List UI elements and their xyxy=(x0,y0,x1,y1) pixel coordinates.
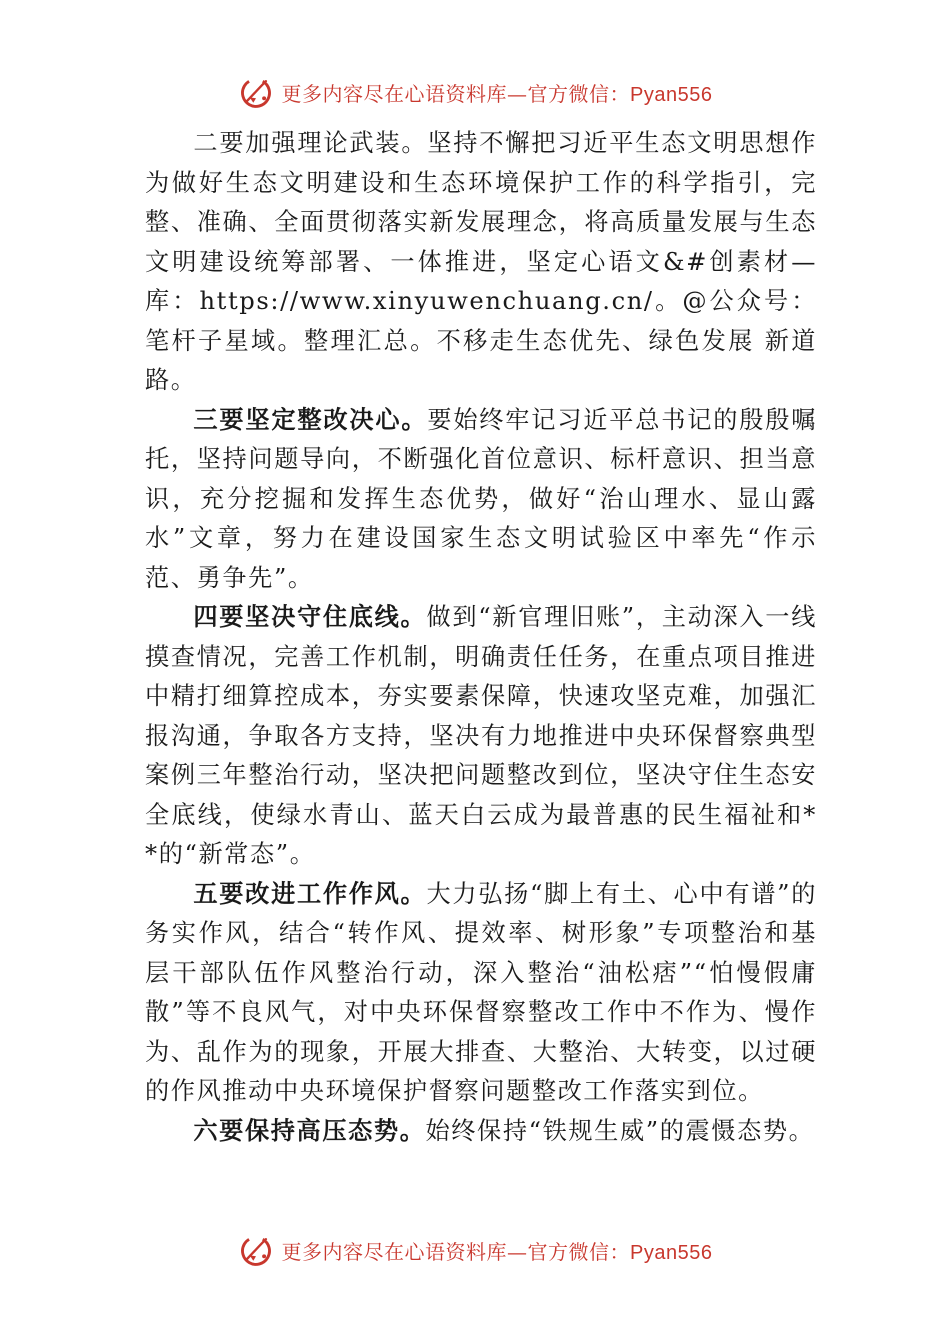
footer-banner xyxy=(0,1228,950,1272)
banner-title: 更多内容尽在心语资料库 xyxy=(281,1239,508,1264)
document-body xyxy=(145,124,817,1151)
banner-text xyxy=(282,1236,713,1265)
paragraph-2 xyxy=(145,124,817,401)
paragraph-text: 做到“新官理旧账”，主动深入一线摸查情况，完善工作机制，明确责任任务，在重点项目推进中精打细算控成本，夯实要素保障，快速攻坚克难，加强汇报沟通，争取各方支持，坚决有力地推进中央环保督察典型案例三年整治行动，坚决把问题整改到位，坚决守住生态安全底线，使绿水青山、蓝天白云成为最普惠的民生福祉和**的“新常态”。 xyxy=(145,603,817,868)
header-banner xyxy=(0,70,950,114)
banner-wechat-id: Pyan556 xyxy=(630,1241,713,1264)
banner-text xyxy=(282,78,713,107)
banner-separator: — xyxy=(507,1239,528,1264)
paragraph-6 xyxy=(145,1112,817,1152)
banner-wechat-label: 官方微信： xyxy=(527,1239,631,1264)
paragraph-text: 要始终牢记习近平总书记的殷殷嘱托，坚持问题导向，不断强化首位意识、标杆意识、担当意识，充分挖掘和发挥生态优势，做好“治山理水、显山露水”文章，努力在建设国家生态文明试验区中率先“作示范、勇争先”。 xyxy=(145,405,817,592)
paragraph-lead: 三要坚定整改决心。 xyxy=(193,405,428,434)
paragraph-lead: 四要坚决守住底线。 xyxy=(193,603,427,631)
paragraph-5 xyxy=(145,875,817,1112)
paragraph-4 xyxy=(145,598,817,875)
banner-wechat-id: Pyan556 xyxy=(630,83,713,106)
paragraph-text: 二要加强理论武装。坚持不懈把习近平生态文明思想作为做好生态文明建设和生态环境保护工作的科学指引，完整、准确、全面贯彻落实新发展理念，将高质量发展与生态文明建设统筹部署、一体推进，坚定心语文&#创素材—库：https://www.xinyuwenchuang.cn/。@公众号：笔杆子星域。整理汇总。不移走生态优先、绿色发展 新道路。 xyxy=(145,129,817,394)
paragraph-lead: 五要改进工作作风。 xyxy=(193,879,427,908)
paragraph-3 xyxy=(145,401,817,599)
brush-circle-logo-icon xyxy=(238,1232,274,1268)
paragraph-text: 始终保持“铁规生威”的震慑态势。 xyxy=(425,1116,815,1145)
paragraph-lead: 六要保持高压态势。 xyxy=(193,1116,426,1145)
brush-circle-logo-icon xyxy=(238,74,274,110)
paragraph-text: 大力弘扬“脚上有土、心中有谱”的务实作风，结合“转作风、提效率、树形象”专项整治和基层干部队伍作风整治行动，深入整治“油松痞”“怕慢假庸散”等不良风气，对中央环保督察整改工作中不作为、慢作为、乱作为的现象，开展大排查、大整治、大转变，以过硬的作风推动中央环境保护督察问题整改工作落实到位。 xyxy=(145,879,817,1105)
banner-title: 更多内容尽在心语资料库 xyxy=(281,81,508,106)
banner-wechat-label: 官方微信： xyxy=(527,81,631,106)
banner-separator: — xyxy=(507,81,528,106)
